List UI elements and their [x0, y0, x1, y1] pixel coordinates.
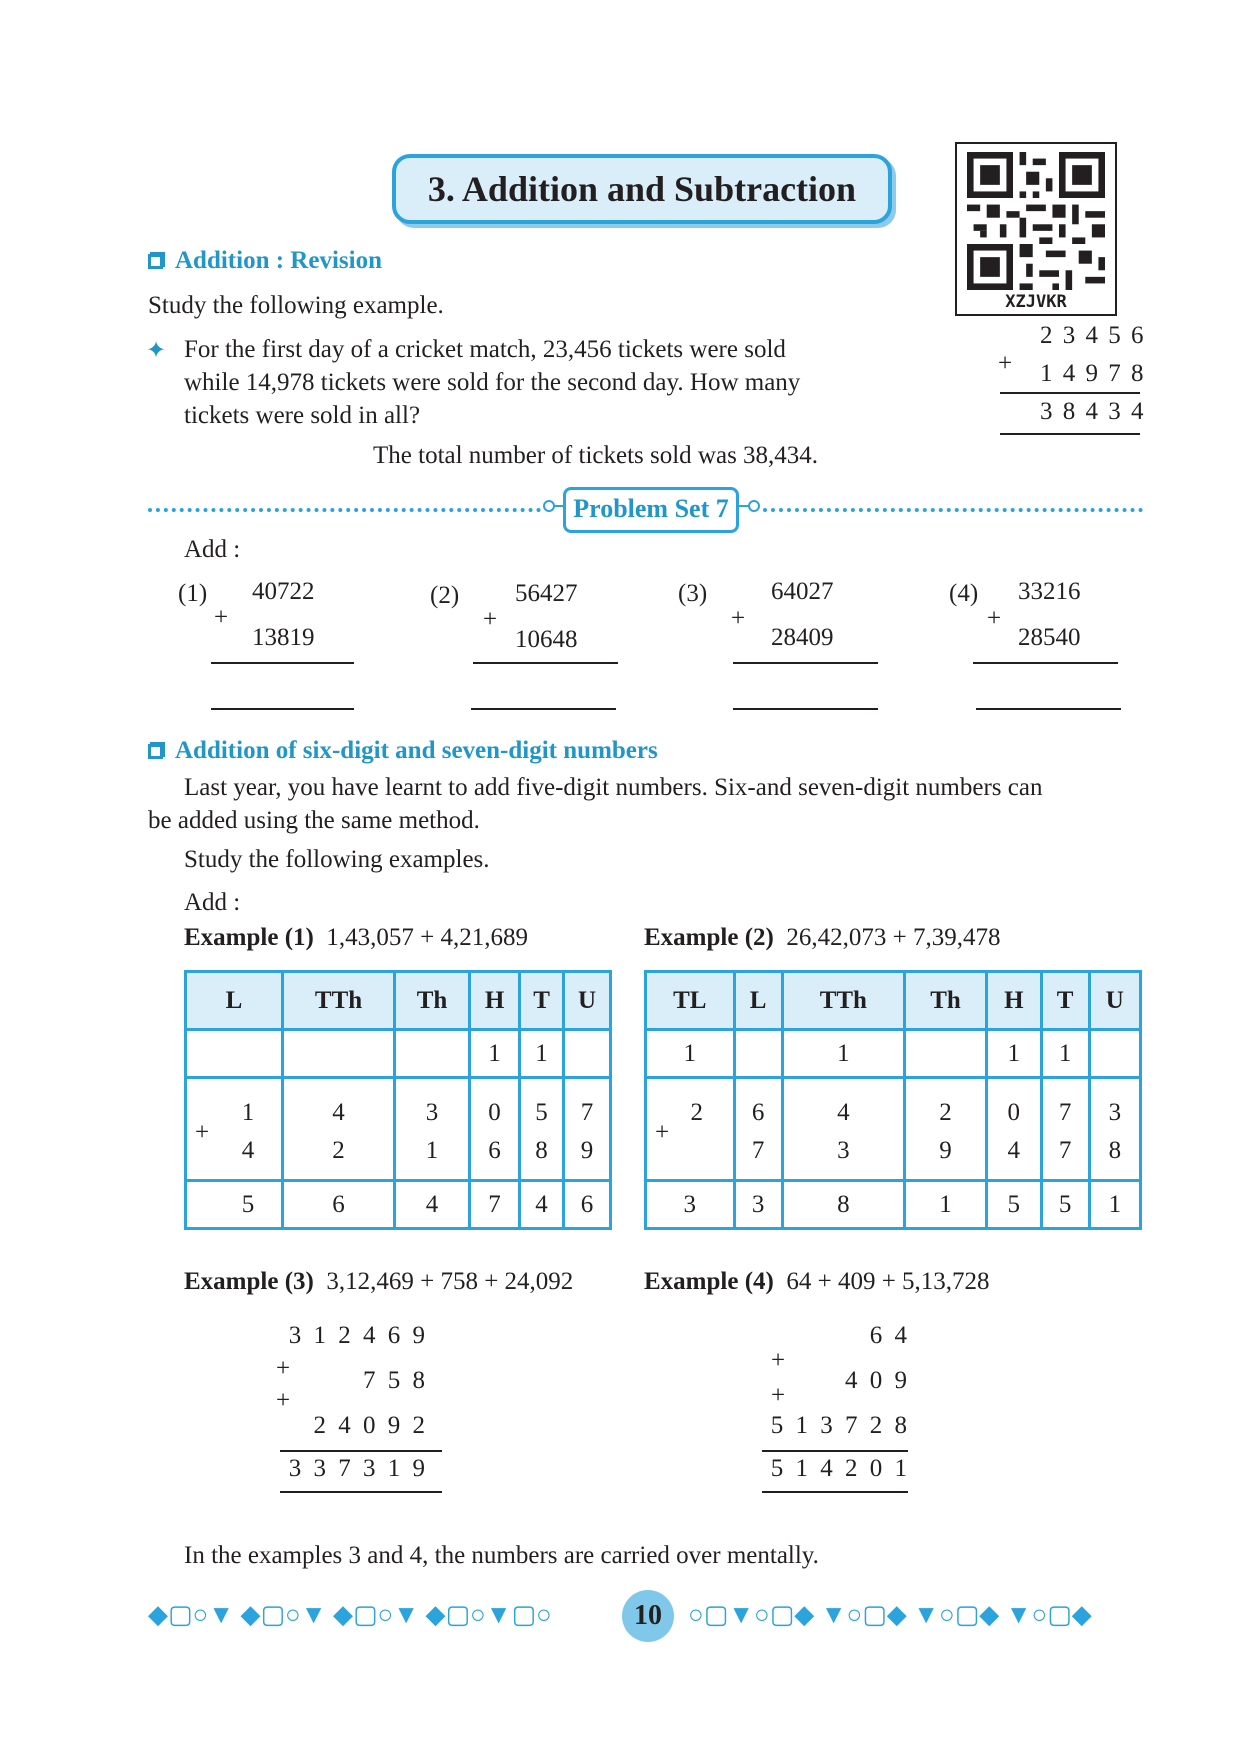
carry-cell: [283, 1030, 395, 1078]
digit: 3: [1108, 1099, 1122, 1126]
intro-text: Study the following example.: [148, 292, 444, 319]
qr-code-icon: [967, 152, 1105, 290]
table-header-row: [186, 972, 611, 1030]
digit: 6: [488, 1137, 501, 1164]
carry-cell: 1: [1041, 1030, 1089, 1078]
paragraph-line-1: Last year, you have learnt to add five-digit numbers. Six-and seven-digit numbers can: [184, 774, 1043, 801]
plus-sign: +: [214, 604, 229, 631]
result-row: [186, 1181, 611, 1229]
problem-addend-1: 56427: [515, 580, 578, 607]
sum-line-bottom: [762, 1491, 908, 1493]
header-cell: T: [520, 972, 564, 1030]
example-1-table: [184, 970, 612, 1230]
problem-addend-2: 13819: [252, 624, 315, 651]
digit: 0: [488, 1099, 501, 1126]
qr-code[interactable]: [955, 142, 1117, 316]
digit: 3: [837, 1137, 850, 1164]
carry-cell: [1089, 1030, 1140, 1078]
digit: 8: [1108, 1137, 1122, 1164]
divider-right: [763, 508, 1143, 512]
digit: 1: [425, 1137, 439, 1164]
problem-addend-1: 40722: [252, 578, 315, 605]
paragraph-line-2: be added using the same method.: [148, 807, 480, 834]
plus-sign: +: [771, 1347, 786, 1374]
addends-row: [186, 1078, 611, 1181]
answer-line: [973, 662, 1118, 664]
problem-addend-1: 33216: [1018, 578, 1081, 605]
digit-cell: [395, 1078, 470, 1181]
digit-cell: [1089, 1078, 1140, 1181]
plus-sign: +: [655, 1119, 670, 1146]
examples-instruction: Add :: [184, 889, 241, 916]
problem-addend-2: 28540: [1018, 624, 1081, 651]
problem-line-3: tickets were sold in all?: [184, 402, 421, 429]
carry-cell: 1: [470, 1030, 520, 1078]
example-2-table: [644, 970, 1142, 1230]
answer-line: [733, 708, 878, 710]
sum-line: [280, 1450, 442, 1452]
plus-sign: +: [195, 1119, 210, 1146]
digit: 4: [837, 1099, 850, 1126]
digit-cell: [986, 1078, 1041, 1181]
digit: 7: [1058, 1137, 1072, 1164]
qr-code-text: XZJVKR: [1005, 292, 1067, 312]
divider-left: [148, 508, 541, 512]
digit: 4: [332, 1099, 345, 1126]
sum-result: 3 8 4 3 4: [1040, 398, 1146, 425]
answer-line: [473, 662, 618, 664]
digit-cell: [283, 1078, 395, 1181]
digit: 4: [1007, 1137, 1021, 1164]
square-bullet-icon: [148, 744, 163, 759]
header-cell: U: [563, 972, 610, 1030]
digit: 7: [1058, 1099, 1072, 1126]
answer-line: [211, 708, 354, 710]
plus-sign: +: [276, 1387, 291, 1414]
footer-pattern-left: ◆▢○▼ ◆▢○▼ ◆▢○▼ ◆▢○▼▢○: [148, 1600, 552, 1629]
example-4-title: Example (4) 64 + 409 + 5,13,728: [644, 1268, 990, 1295]
sum-line-bottom: [1000, 433, 1140, 435]
result-cell: 6: [563, 1181, 610, 1229]
chapter-title: 3. Addition and Subtraction: [427, 169, 857, 209]
digit-cell: [563, 1078, 610, 1181]
header-cell: TTh: [782, 972, 905, 1030]
result-cell: 8: [782, 1181, 905, 1229]
examples-intro: Study the following examples.: [184, 846, 490, 873]
digit: 9: [939, 1137, 952, 1164]
example-3-addend-1: 3 1 2 4 6 9: [288, 1322, 428, 1349]
digit: 7: [580, 1099, 594, 1126]
result-cell: 4: [395, 1181, 470, 1229]
result-cell: 7: [470, 1181, 520, 1229]
header-cell: TTh: [283, 972, 395, 1030]
sum-line-bottom: [280, 1491, 442, 1493]
header-cell: L: [734, 972, 782, 1030]
digit: 6: [751, 1099, 765, 1126]
carry-cell: 1: [782, 1030, 905, 1078]
chapter-title-box: [392, 154, 892, 224]
sum-line: [1000, 392, 1140, 394]
digit-cell: [186, 1078, 283, 1181]
addends-row: [646, 1078, 1141, 1181]
example-4-result: 5 1 4 2 0 1: [770, 1455, 910, 1482]
square-bullet-icon: [148, 254, 163, 269]
result-cell: 1: [905, 1181, 987, 1229]
digit-cell: [1041, 1078, 1089, 1181]
example-4-addend-3: 5 1 3 7 2 8: [770, 1412, 910, 1439]
header-cell: T: [1041, 972, 1089, 1030]
header-cell: L: [186, 972, 283, 1030]
result-cell: 6: [283, 1181, 395, 1229]
plus-sign: +: [483, 606, 498, 633]
digit-cell: [905, 1078, 987, 1181]
example-3-addend-3: 2 4 0 9 2: [313, 1412, 428, 1439]
example-2-title: Example (2) 26,42,073 + 7,39,478: [644, 924, 1001, 951]
header-cell: H: [986, 972, 1041, 1030]
sum-addend-2: 1 4 9 7 8: [1040, 360, 1146, 387]
digit: 9: [580, 1137, 594, 1164]
plus-sign: +: [731, 605, 746, 632]
answer-line: [976, 708, 1121, 710]
sum-line: [762, 1450, 908, 1452]
header-cell: Th: [905, 972, 987, 1030]
carry-cell: 1: [986, 1030, 1041, 1078]
header-cell: U: [1089, 972, 1140, 1030]
page-number: 10: [622, 1590, 674, 1642]
problem-addend-2: 10648: [515, 626, 578, 653]
carry-cell: [905, 1030, 987, 1078]
digit-cell: [520, 1078, 564, 1181]
carry-cell: [734, 1030, 782, 1078]
star-bullet-icon: ✦: [146, 338, 167, 364]
header-cell: Th: [395, 972, 470, 1030]
section-heading-addition-revision: Addition : Revision: [148, 245, 382, 278]
plus-sign: +: [998, 350, 1013, 377]
result-cell: 5: [1041, 1181, 1089, 1229]
example-3-result: 3 3 7 3 1 9: [288, 1455, 428, 1482]
result-row: [646, 1181, 1141, 1229]
carry-cell: [563, 1030, 610, 1078]
problem-number: (4): [949, 580, 979, 607]
carry-row: [186, 1030, 611, 1078]
result-cell: 5: [186, 1181, 283, 1229]
digit: 4: [241, 1137, 255, 1164]
plus-sign: +: [276, 1355, 291, 1382]
table-header-row: [646, 972, 1141, 1030]
example-1-title: Example (1) 1,43,057 + 4,21,689: [184, 924, 528, 951]
result-cell: 3: [734, 1181, 782, 1229]
header-cell: H: [470, 972, 520, 1030]
problem-number: (1): [178, 580, 208, 607]
carry-row: [646, 1030, 1141, 1078]
problem-line-1: For the first day of a cricket match, 23,456 tickets were sold: [184, 336, 786, 363]
carry-cell: 1: [520, 1030, 564, 1078]
digit: 8: [535, 1137, 548, 1164]
carry-cell: [395, 1030, 470, 1078]
plus-sign: +: [771, 1382, 786, 1409]
problem-set-instruction: Add :: [184, 536, 241, 563]
answer-line: [471, 708, 616, 710]
section-heading-six-seven-digit: Addition of six-digit and seven-digit numbers: [148, 735, 658, 768]
digit: 2: [690, 1099, 704, 1126]
note-text: In the examples 3 and 4, the numbers are carried over mentally.: [184, 1542, 819, 1569]
answer-text: The total number of tickets sold was 38,434.: [373, 442, 819, 469]
digit: 5: [535, 1099, 548, 1126]
answer-line: [733, 662, 878, 664]
digit: 0: [1007, 1099, 1021, 1126]
carry-cell: [186, 1030, 283, 1078]
answer-line: [211, 662, 354, 664]
digit: 7: [751, 1137, 765, 1164]
ornament-circle-right: [748, 500, 760, 512]
result-cell: 3: [646, 1181, 735, 1229]
carry-cell: 1: [646, 1030, 735, 1078]
example-3-addend-2: 7 5 8: [363, 1367, 428, 1394]
result-cell: 5: [986, 1181, 1041, 1229]
problem-addend-1: 64027: [771, 578, 834, 605]
sum-addend-1: 2 3 4 5 6: [1040, 322, 1146, 349]
problem-number: (3): [678, 580, 708, 607]
digit-cell: [734, 1078, 782, 1181]
result-cell: 4: [520, 1181, 564, 1229]
problem-set-label: Problem Set 7: [563, 487, 739, 533]
digit-cell: [646, 1078, 735, 1181]
problem-line-2: while 14,978 tickets were sold for the second day. How many: [184, 369, 801, 396]
digit: 2: [939, 1099, 952, 1126]
digit: 1: [241, 1099, 255, 1126]
digit-cell: [782, 1078, 905, 1181]
digit: 3: [425, 1099, 439, 1126]
example-3-title: Example (3) 3,12,469 + 758 + 24,092: [184, 1268, 574, 1295]
problem-addend-2: 28409: [771, 624, 834, 651]
digit: 2: [332, 1137, 345, 1164]
example-4-addend-2: 4 0 9: [845, 1367, 910, 1394]
problem-number: (2): [430, 582, 460, 609]
plus-sign: +: [987, 605, 1002, 632]
digit-cell: [470, 1078, 520, 1181]
example-4-addend-1: 6 4: [869, 1322, 910, 1349]
header-cell: TL: [646, 972, 735, 1030]
result-cell: 1: [1089, 1181, 1140, 1229]
footer-pattern-right: ○▢▼○▢◆ ▼○▢◆ ▼○▢◆ ▼○▢◆: [688, 1600, 1092, 1629]
